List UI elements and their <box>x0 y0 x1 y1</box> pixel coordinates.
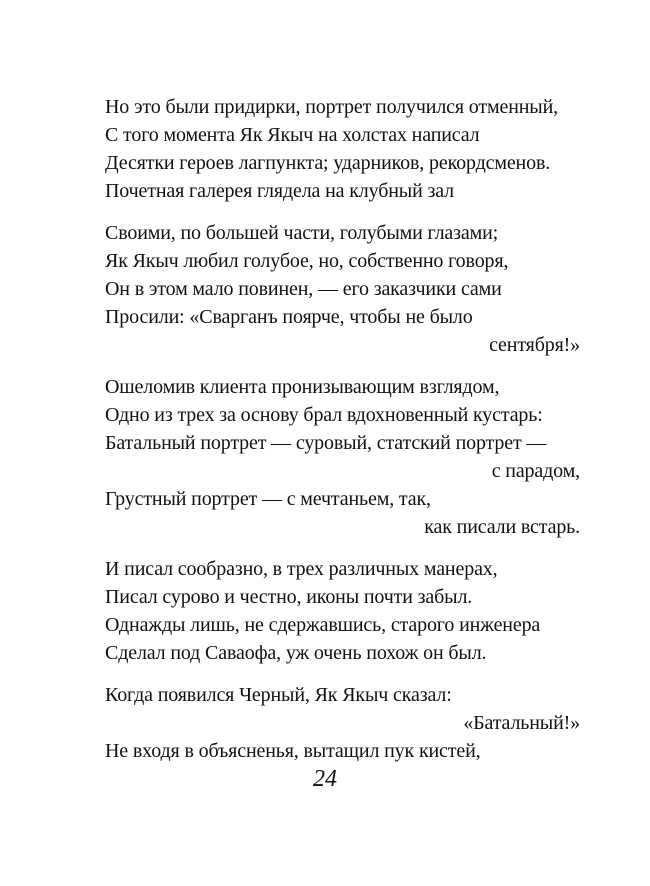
stanza <box>105 373 580 541</box>
stanza <box>105 555 580 667</box>
poem-line-continuation: сентября!» <box>489 334 580 356</box>
poem-line: Грустный портрет — с мечтаньем, так, <box>105 488 431 510</box>
poem-line: Одно из трех за основу брал вдохновенный кустарь: <box>105 404 543 426</box>
poem-line: Писал сурово и честно, иконы почти забыл. <box>105 586 473 608</box>
poem-line: Почетная галерея глядела на клубный зал <box>105 180 454 202</box>
stanza <box>105 219 580 359</box>
poem-line: Як Якыч любил голубое, но, собственно говоря, <box>105 250 509 272</box>
stanza <box>105 681 580 765</box>
poem-line: Не входя в объясненья, вытащил пук кистей, <box>105 740 481 762</box>
poem-line: С того момента Як Якыч на холстах написал <box>105 124 480 146</box>
poem-line: Когда появился Черный, Як Якыч сказал: <box>105 684 452 706</box>
poem-line: Батальный портрет — суровый, статский портрет — <box>105 432 547 454</box>
poem-line: Но это были придирки, портрет получился отменный, <box>105 96 558 118</box>
poem-line: Сделал под Саваофа, уж очень похож он был. <box>105 642 487 664</box>
poem-line-continuation: «Батальный!» <box>463 712 580 734</box>
poem-line: Просили: «Сварганъ поярче, чтобы не было <box>105 306 473 328</box>
page-number: 24 <box>313 766 337 792</box>
stanza <box>105 93 580 205</box>
poem-line: Своими, по большей части, голубыми глазами; <box>105 222 499 244</box>
poem-text <box>105 93 580 779</box>
poem-line: Десятки героев лагпункта; ударников, рекордсменов. <box>105 152 551 174</box>
poem-line: Он в этом мало повинен, — его заказчики сами <box>105 278 502 300</box>
poem-line: И писал сообразно, в трех различных манерах, <box>105 558 498 580</box>
poem-line-continuation: как писали встарь. <box>424 516 580 538</box>
poem-line: Однажды лишь, не сдержавшись, старого инженера <box>105 614 541 636</box>
poem-line: Ошеломив клиента пронизывающим взглядом, <box>105 376 500 398</box>
poem-line-continuation: с парадом, <box>491 460 580 482</box>
